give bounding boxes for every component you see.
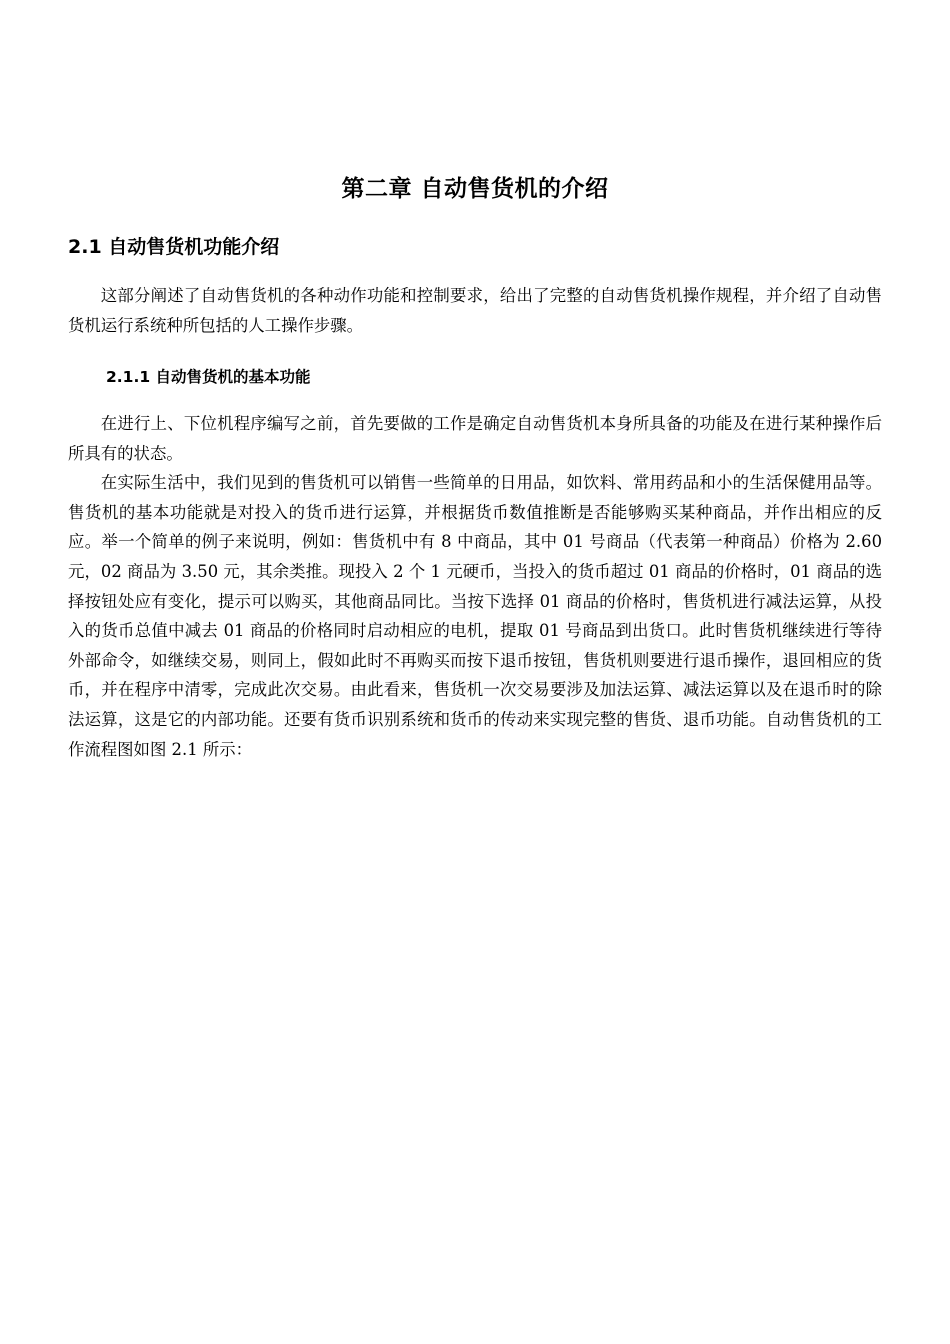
body-paragraph: 在进行上、下位机程序编写之前，首先要做的工作是确定自动售货机本身所具备的功能及在进行某种操作后所具有的状态。	[68, 414, 882, 463]
body-paragraph: 在实际生活中，我们见到的售货机可以销售一些简单的日用品，如饮料、常用药品和小的生活保健用品等。售货机的基本功能就是对投入的货币进行运算，并根据货币数值推断是否能够购买某种商品，并作出相应的反应。举一个简单的例子来说明，例如：售货机中有 8 中商品，其中 01 号商品（代表第一种商品）价格为 2.60 元，02 商品为 3.50 元，其余类推。现投入 2 个 1 元硬币，当投入的货币超过 01 商品的价格时，01 商品的选择按钮处应有变化，提示可以购买，其他商品同比。当按下选择 01 商品的价格时，售货机进行减法运算，从投入的货币总值中减去 01 商品的价格同时启动相应的电机，提取 01 号商品到出货口。此时售货机继续进行等待外部命令，如继续交易，则同上，假如此时不再购买而按下退币按钮，售货机则要进行退币操作，退回相应的货币，并在程序中清零，完成此次交易。由此看来，售货机一次交易要涉及加法运算、减法运算以及在退币时的除法运算，这是它的内部功能。还要有货币识别系统和货币的传动来实现完整的售货、退币功能。自动售货机的工作流程图如图 2.1 所示：	[68, 473, 882, 759]
section-title: 2.1 自动售货机功能介绍	[68, 236, 280, 258]
body-block	[68, 409, 882, 764]
subsection-title: 2.1.1 自动售货机的基本功能	[106, 368, 311, 386]
intro-block	[68, 281, 882, 340]
chapter-title: 第二章 自动售货机的介绍	[341, 176, 609, 202]
intro-paragraph: 这部分阐述了自动售货机的各种动作功能和控制要求，给出了完整的自动售货机操作规程，并介绍了自动售货机运行系统种所包括的人工操作步骤。	[68, 286, 882, 335]
